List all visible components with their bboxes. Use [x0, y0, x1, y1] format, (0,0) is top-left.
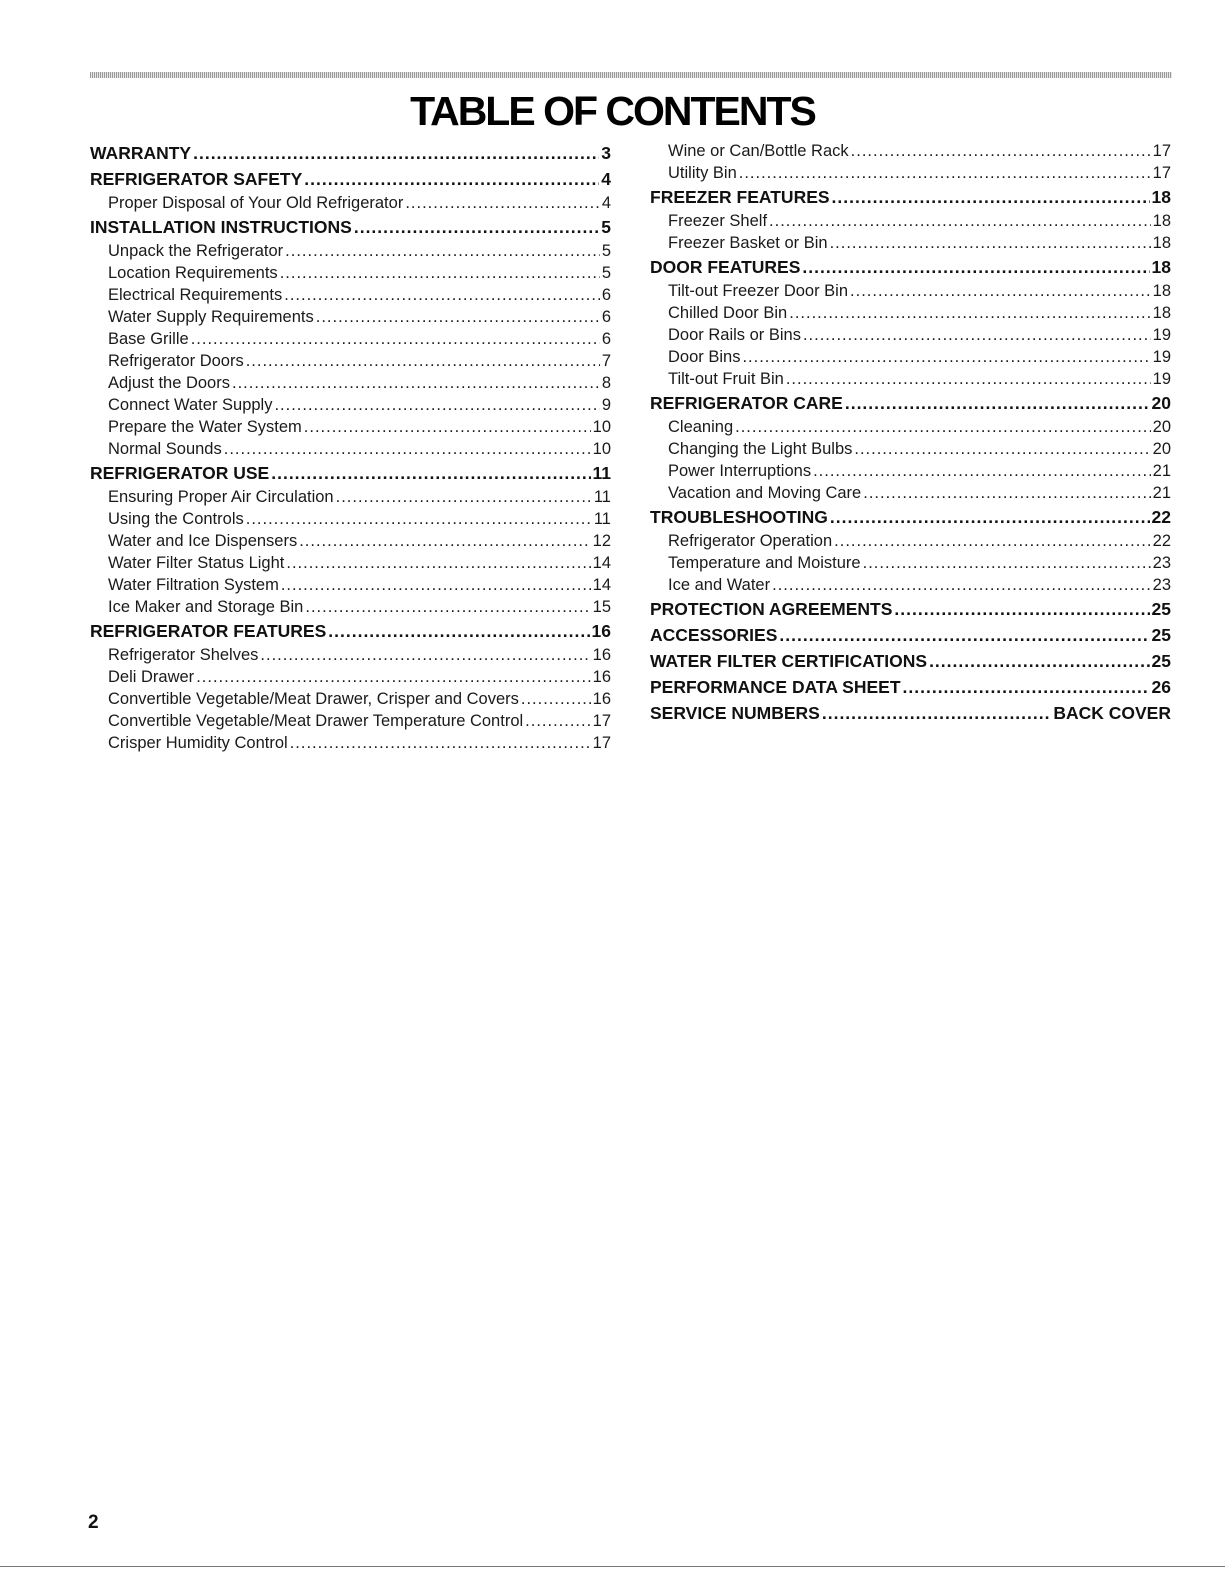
toc-entry-label: Water and Ice Dispensers	[108, 532, 298, 550]
toc-entry-page: 9	[601, 396, 611, 414]
dot-leader	[863, 552, 1151, 574]
dot-leader	[845, 391, 1150, 416]
dot-leader	[280, 262, 600, 284]
toc-subsection-entry[interactable]	[650, 162, 1171, 184]
toc-entry-label: Freezer Shelf	[668, 212, 768, 230]
toc-entry-page: 5	[601, 264, 611, 282]
toc-subsection-entry[interactable]	[90, 574, 611, 596]
toc-subsection-entry[interactable]	[90, 328, 611, 350]
dot-leader	[271, 461, 590, 486]
toc-entry-page: 21	[1152, 484, 1171, 502]
toc-entry-page: 8	[601, 374, 611, 392]
toc-section-entry[interactable]	[650, 623, 1171, 648]
dot-leader	[274, 394, 599, 416]
toc-entry-page: 14	[592, 576, 611, 594]
toc-subsection-entry[interactable]	[90, 372, 611, 394]
dot-leader	[834, 530, 1150, 552]
toc-entry-label: FREEZER FEATURES	[650, 187, 830, 207]
toc-entry-page: 22	[1152, 532, 1171, 550]
toc-entry-label: ACCESSORIES	[650, 625, 778, 645]
dot-leader	[735, 416, 1151, 438]
toc-entry-page: 4	[601, 194, 611, 212]
toc-entry-label: Cleaning	[668, 418, 734, 436]
toc-entry-page: 26	[1151, 677, 1171, 697]
dot-leader	[769, 210, 1151, 232]
toc-entry-page: 20	[1152, 418, 1171, 436]
toc-entry-label: WARRANTY	[90, 143, 192, 163]
dot-leader	[803, 324, 1151, 346]
toc-subsection-entry[interactable]	[90, 192, 611, 214]
toc-subsection-entry[interactable]	[90, 666, 611, 688]
toc-section-entry[interactable]	[650, 185, 1171, 210]
dot-leader	[802, 255, 1149, 280]
toc-entry-label: Adjust the Doors	[108, 374, 230, 392]
toc-entry-label: Convertible Vegetable/Meat Drawer, Crisper and Covers	[108, 690, 519, 708]
dot-leader	[830, 505, 1150, 530]
toc-entry-page: 18	[1152, 304, 1171, 322]
toc-entry-label: PROTECTION AGREEMENTS	[650, 599, 893, 619]
toc-subsection-entry[interactable]	[90, 240, 611, 262]
dot-leader	[232, 372, 600, 394]
dot-leader	[854, 438, 1150, 460]
toc-entry-page: 4	[601, 169, 611, 189]
dot-leader	[929, 649, 1149, 674]
dot-leader	[903, 675, 1150, 700]
toc-entry-page: 11	[592, 463, 611, 483]
toc-subsection-entry[interactable]	[90, 438, 611, 460]
toc-entry-label: Freezer Basket or Bin	[668, 234, 828, 252]
dot-leader	[779, 623, 1149, 648]
toc-entry-label: Door Bins	[668, 348, 741, 366]
toc-entry-page: 7	[601, 352, 611, 370]
toc-entry-page: 20	[1152, 440, 1171, 458]
toc-entry-page: BACK COVER	[1053, 703, 1171, 723]
toc-entry-page: 25	[1151, 625, 1171, 645]
toc-entry-label: Convertible Vegetable/Meat Drawer Temperature Control	[108, 712, 524, 730]
toc-entry-label: REFRIGERATOR FEATURES	[90, 621, 327, 641]
toc-column-right	[650, 140, 1171, 726]
toc-entry-page: 17	[592, 734, 611, 752]
toc-entry-label: REFRIGERATOR CARE	[650, 393, 843, 413]
dot-leader	[286, 552, 590, 574]
toc-subsection-entry[interactable]	[90, 284, 611, 306]
dot-leader	[525, 710, 590, 732]
toc-entry-page: 5	[601, 217, 611, 237]
toc-entry-label: Refrigerator Operation	[668, 532, 833, 550]
toc-section-entry[interactable]	[650, 649, 1171, 674]
toc-entry-label: PERFORMANCE DATA SHEET	[650, 677, 901, 697]
toc-subsection-entry[interactable]	[90, 710, 611, 732]
toc-entry-label: REFRIGERATOR SAFETY	[90, 169, 303, 189]
toc-subsection-entry[interactable]	[650, 460, 1171, 482]
toc-entry-page: 21	[1152, 462, 1171, 480]
toc-entry-page: 12	[592, 532, 611, 550]
toc-section-entry[interactable]	[90, 167, 611, 192]
toc-subsection-entry[interactable]	[90, 306, 611, 328]
toc-entry-page: 18	[1151, 257, 1171, 277]
toc-entry-page: 16	[592, 646, 611, 664]
dot-leader	[191, 328, 600, 350]
dot-leader	[316, 306, 600, 328]
toc-entry-page: 11	[593, 510, 611, 528]
toc-subsection-entry[interactable]	[90, 394, 611, 416]
toc-entry-page: 22	[1151, 507, 1171, 527]
dot-leader	[304, 416, 591, 438]
dot-leader	[772, 574, 1151, 596]
toc-subsection-entry[interactable]	[650, 438, 1171, 460]
toc-entry-label: Normal Sounds	[108, 440, 222, 458]
dot-leader	[863, 482, 1150, 504]
toc-entry-label: Location Requirements	[108, 264, 278, 282]
toc-subsection-entry[interactable]	[90, 596, 611, 618]
toc-section-entry[interactable]	[650, 391, 1171, 416]
toc-entry-label: Changing the Light Bulbs	[668, 440, 853, 458]
toc-subsection-entry[interactable]	[650, 530, 1171, 552]
dot-leader	[742, 346, 1150, 368]
toc-subsection-entry[interactable]	[90, 416, 611, 438]
toc-entry-page: 25	[1151, 651, 1171, 671]
toc-entry-label: Electrical Requirements	[108, 286, 283, 304]
toc-entry-page: 6	[601, 330, 611, 348]
toc-subsection-entry[interactable]	[90, 486, 611, 508]
toc-entry-label: Refrigerator Shelves	[108, 646, 259, 664]
toc-entry-label: REFRIGERATOR USE	[90, 463, 270, 483]
toc-entry-label: SERVICE NUMBERS	[650, 703, 820, 723]
toc-entry-label: Unpack the Refrigerator	[108, 242, 284, 260]
toc-entry-page: 5	[601, 242, 611, 260]
toc-entry-page: 10	[592, 440, 611, 458]
toc-entry-page: 17	[592, 712, 611, 730]
toc-entry-page: 10	[592, 418, 611, 436]
toc-entry-label: Deli Drawer	[108, 668, 195, 686]
toc-subsection-entry[interactable]	[650, 302, 1171, 324]
toc-entry-page: 6	[601, 308, 611, 326]
dot-leader	[739, 162, 1151, 184]
toc-entry-page: 16	[592, 668, 611, 686]
toc-subsection-entry[interactable]	[90, 732, 611, 754]
header-rule	[90, 72, 1172, 78]
toc-entry-page: 17	[1152, 164, 1171, 182]
toc-section-entry[interactable]	[90, 619, 611, 644]
dot-leader	[789, 302, 1150, 324]
toc-entry-label: TROUBLESHOOTING	[650, 507, 828, 527]
dot-leader	[786, 368, 1151, 390]
dot-leader	[260, 644, 590, 666]
dot-leader	[246, 508, 592, 530]
toc-subsection-entry[interactable]	[650, 368, 1171, 390]
dot-leader	[850, 280, 1151, 302]
dot-leader	[813, 460, 1151, 482]
toc-section-entry[interactable]	[90, 461, 611, 486]
toc-subsection-entry[interactable]	[650, 232, 1171, 254]
toc-section-entry[interactable]	[650, 597, 1171, 622]
toc-entry-label: Temperature and Moisture	[668, 554, 861, 572]
toc-entry-page: 23	[1152, 576, 1171, 594]
toc-subsection-entry[interactable]	[90, 350, 611, 372]
toc-entry-label: Tilt-out Freezer Door Bin	[668, 282, 849, 300]
toc-entry-page: 15	[592, 598, 611, 616]
toc-entry-page: 18	[1151, 187, 1171, 207]
toc-subsection-entry[interactable]	[650, 140, 1171, 162]
toc-entry-label: WATER FILTER CERTIFICATIONS	[650, 651, 928, 671]
toc-entry-page: 20	[1151, 393, 1171, 413]
toc-entry-page: 19	[1152, 348, 1171, 366]
toc-entry-label: Ice Maker and Storage Bin	[108, 598, 304, 616]
toc-entry-label: Utility Bin	[668, 164, 737, 182]
toc-entry-label: Wine or Can/Bottle Rack	[668, 142, 849, 160]
toc-entry-label: Base Grille	[108, 330, 189, 348]
toc-entry-page: 17	[1152, 142, 1171, 160]
dot-leader	[299, 530, 590, 552]
toc-entry-label: Vacation and Moving Care	[668, 484, 862, 502]
toc-subsection-entry[interactable]	[650, 280, 1171, 302]
toc-entry-label: Tilt-out Fruit Bin	[668, 370, 784, 388]
toc-entry-page: 11	[593, 488, 611, 506]
toc-section-entry[interactable]	[650, 675, 1171, 700]
toc-entry-label: Ice and Water	[668, 576, 771, 594]
dot-leader	[851, 140, 1151, 162]
toc-entry-label: Chilled Door Bin	[668, 304, 788, 322]
toc-entry-page: 16	[591, 621, 611, 641]
toc-entry-page: 16	[592, 690, 611, 708]
toc-entry-label: Prepare the Water System	[108, 418, 302, 436]
dot-leader	[246, 350, 600, 372]
toc-entry-page: 19	[1152, 370, 1171, 388]
toc-subsection-entry[interactable]	[650, 324, 1171, 346]
dot-leader	[281, 574, 591, 596]
toc-subsection-entry[interactable]	[90, 688, 611, 710]
dot-leader	[224, 438, 591, 460]
toc-subsection-entry[interactable]	[650, 482, 1171, 504]
toc-entry-page: 3	[601, 143, 611, 163]
toc-subsection-entry[interactable]	[90, 552, 611, 574]
toc-entry-label: INSTALLATION INSTRUCTIONS	[90, 217, 352, 237]
dot-leader	[354, 215, 599, 240]
toc-entry-label: Water Filtration System	[108, 576, 279, 594]
toc-section-entry[interactable]	[650, 505, 1171, 530]
toc-section-entry[interactable]	[650, 701, 1171, 726]
dot-leader	[304, 167, 599, 192]
toc-entry-page: 14	[592, 554, 611, 572]
dot-leader	[328, 619, 589, 644]
dot-leader	[284, 284, 600, 306]
toc-entry-label: Proper Disposal of Your Old Refrigerator	[108, 194, 404, 212]
toc-subsection-entry[interactable]	[650, 346, 1171, 368]
toc-subsection-entry[interactable]	[650, 552, 1171, 574]
dot-leader	[822, 701, 1051, 726]
dot-leader	[193, 141, 599, 166]
toc-section-entry[interactable]	[650, 255, 1171, 280]
toc-subsection-entry[interactable]	[90, 262, 611, 284]
toc-column-left	[90, 140, 611, 754]
dot-leader	[285, 240, 600, 262]
dot-leader	[832, 185, 1150, 210]
toc-entry-page: 19	[1152, 326, 1171, 344]
toc-subsection-entry[interactable]	[90, 508, 611, 530]
dot-leader	[336, 486, 592, 508]
dot-leader	[521, 688, 591, 710]
toc-entry-label: Power Interruptions	[668, 462, 812, 480]
toc-subsection-entry[interactable]	[90, 530, 611, 552]
toc-entry-page: 25	[1151, 599, 1171, 619]
toc-entry-page: 18	[1152, 234, 1171, 252]
page-title: TABLE OF CONTENTS	[410, 88, 815, 134]
dot-leader	[894, 597, 1149, 622]
toc-entry-label: Door Rails or Bins	[668, 326, 801, 344]
toc-entry-page: 6	[601, 286, 611, 304]
toc-entry-page: 18	[1152, 282, 1171, 300]
dot-leader	[830, 232, 1151, 254]
toc-entry-label: Ensuring Proper Air Circulation	[108, 488, 334, 506]
footer-rule	[0, 1566, 1225, 1567]
toc-section-entry[interactable]	[90, 215, 611, 240]
toc-entry-label: Connect Water Supply	[108, 396, 273, 414]
toc-section-entry[interactable]	[90, 141, 611, 166]
dot-leader	[405, 192, 599, 214]
toc-entry-label: Water Filter Status Light	[108, 554, 285, 572]
dot-leader	[305, 596, 590, 618]
dot-leader	[290, 732, 591, 754]
toc-entry-label: Water Supply Requirements	[108, 308, 314, 326]
toc-entry-label: Refrigerator Doors	[108, 352, 244, 370]
toc-entry-label: DOOR FEATURES	[650, 257, 801, 277]
toc-subsection-entry[interactable]	[650, 416, 1171, 438]
dot-leader	[196, 666, 590, 688]
toc-subsection-entry[interactable]	[90, 644, 611, 666]
toc-subsection-entry[interactable]	[650, 210, 1171, 232]
page-number: 2	[88, 1512, 99, 1533]
toc-subsection-entry[interactable]	[650, 574, 1171, 596]
toc-entry-label: Crisper Humidity Control	[108, 734, 288, 752]
toc-entry-page: 18	[1152, 212, 1171, 230]
toc-entry-page: 23	[1152, 554, 1171, 572]
toc-entry-label: Using the Controls	[108, 510, 244, 528]
